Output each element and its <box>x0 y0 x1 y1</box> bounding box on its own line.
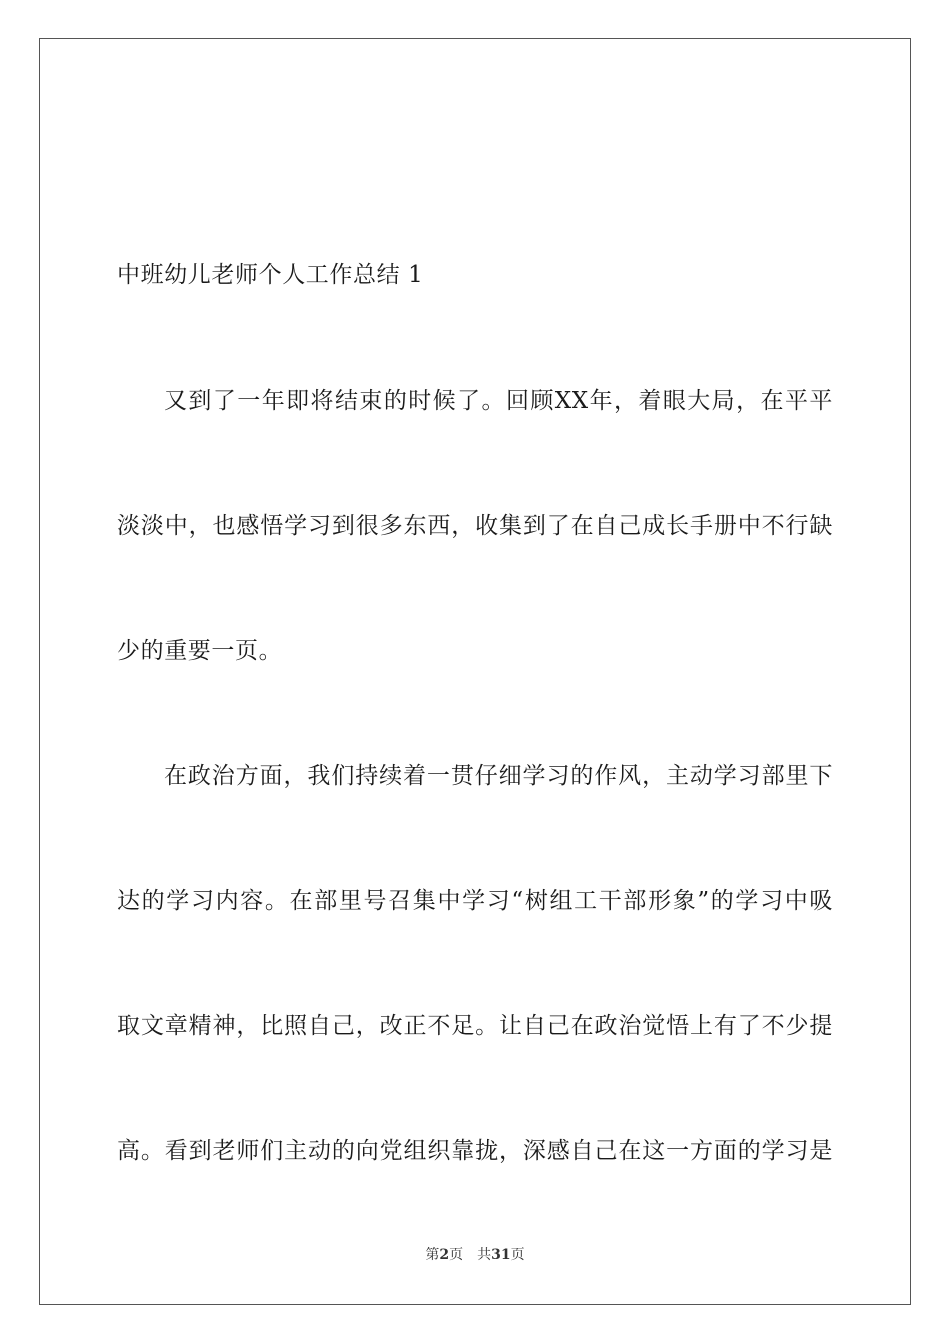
paragraph-line: 又到了一年即将结束的时候了。回顾XX年，着眼大局，在平平 <box>164 388 833 414</box>
page-footer <box>0 1246 950 1264</box>
footer-total-suffix: 页 <box>510 1247 525 1263</box>
paragraph-line: 在政治方面，我们持续着一贯仔细学习的作风，主动学习部里下 <box>164 763 833 789</box>
footer-page-number: 2 <box>439 1247 450 1263</box>
footer-total-prefix: 共 <box>477 1247 492 1263</box>
paragraph-line: 淡淡中，也感悟学习到很多东西，收集到了在自己成长手册中不行缺 <box>117 513 833 539</box>
footer-page-suffix: 页 <box>449 1247 464 1263</box>
page-border <box>39 38 911 1305</box>
paragraph-line: 达的学习内容。在部里号召集中学习“树组工干部形象”的学习中吸 <box>117 888 833 914</box>
footer-total-pages: 31 <box>491 1247 511 1263</box>
paragraph-line: 取文章精神，比照自己，改正不足。让自己在政治觉悟上有了不少提 <box>117 1013 833 1039</box>
paragraph-line: 少的重要一页。 <box>117 638 283 664</box>
footer-page-prefix: 第 <box>425 1247 440 1263</box>
document-title: 中班幼儿老师个人工作总结 1 <box>117 262 424 288</box>
paragraph-line: 高。看到老师们主动的向党组织靠拢，深感自己在这一方面的学习是 <box>117 1138 833 1164</box>
